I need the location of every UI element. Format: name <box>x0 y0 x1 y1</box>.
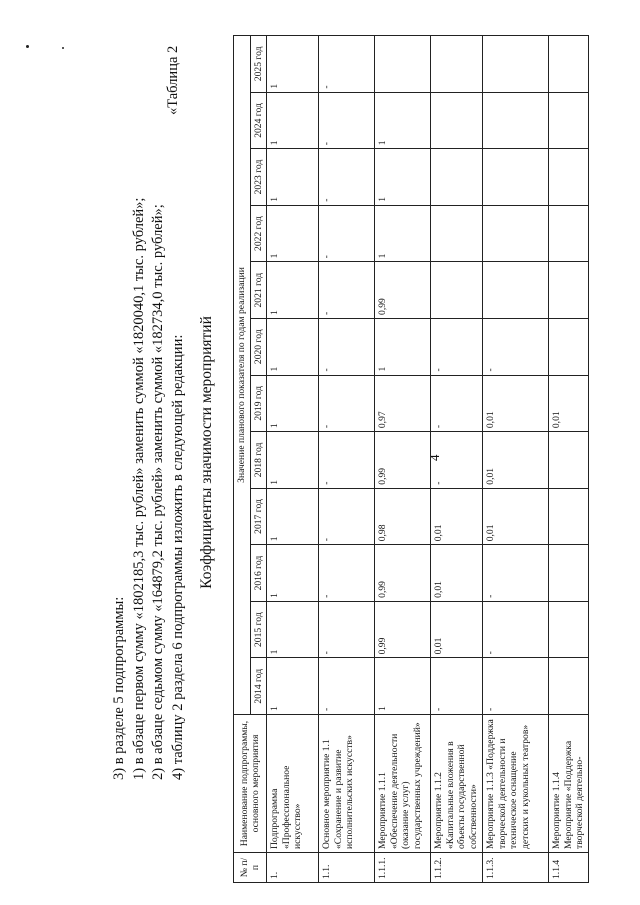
value-cell <box>549 545 589 602</box>
row-name: Основное мероприятие 1.1 «Сохранение и развитие исполнительских искусств» <box>319 715 375 853</box>
value-cell: - <box>319 658 375 715</box>
value-cell: - <box>431 658 483 715</box>
value-cell: - <box>431 318 483 375</box>
year-header: 2015 год <box>250 601 267 658</box>
year-header: 2017 год <box>250 488 267 545</box>
row-number: 1.1.2. <box>431 853 483 883</box>
value-cell <box>549 92 589 149</box>
value-cell: - <box>431 375 483 432</box>
page-number: 4 <box>427 454 442 461</box>
value-cell <box>549 488 589 545</box>
amendment-text <box>110 198 188 780</box>
year-header: 2023 год <box>250 149 267 206</box>
value-cell <box>549 318 589 375</box>
year-header: 2021 год <box>250 262 267 319</box>
year-header: 2014 год <box>250 658 267 715</box>
row-name: Мероприятие 1.1.1 «Обеспечение деятельности (оказание услуг) государственных учреждений» <box>375 715 431 853</box>
value-cell <box>431 36 483 93</box>
year-header: 2024 год <box>250 92 267 149</box>
amendment-line: 4) таблицу 2 раздела 6 подпрограммы изложить в следующей редакции: <box>169 334 186 780</box>
row-number: 1.1. <box>319 853 375 883</box>
value-cell: 0,01 <box>431 488 483 545</box>
value-cell <box>483 262 549 319</box>
header-row <box>234 36 251 883</box>
year-header: 2016 год <box>250 545 267 602</box>
value-cell: 1 <box>267 432 319 489</box>
value-cell: 0,01 <box>483 488 549 545</box>
value-cell: 0,01 <box>431 545 483 602</box>
value-cell <box>431 205 483 262</box>
value-cell: - <box>319 92 375 149</box>
value-cell: 1 <box>375 92 431 149</box>
value-cell: 0,99 <box>375 601 431 658</box>
value-cell <box>431 262 483 319</box>
value-cell <box>483 205 549 262</box>
table-row <box>267 36 319 883</box>
value-cell <box>549 205 589 262</box>
value-cell: 0,99 <box>375 545 431 602</box>
value-cell <box>549 262 589 319</box>
coefficients-table <box>233 35 589 883</box>
value-cell: - <box>319 432 375 489</box>
value-cell: - <box>319 36 375 93</box>
value-cell <box>483 149 549 206</box>
year-header: 2025 год <box>250 36 267 93</box>
row-number: 1. <box>267 853 319 883</box>
value-cell: - <box>319 262 375 319</box>
table-title: Коэффициенты значимости мероприятий <box>198 316 215 589</box>
value-cell: 1 <box>267 205 319 262</box>
year-header: 2019 год <box>250 375 267 432</box>
value-cell: - <box>319 375 375 432</box>
amendment-line: 1) в абзаце первом сумму «1802185,3 тыс. рублей» заменить суммой «1820040,1 тыс. рублей»; <box>130 197 147 780</box>
table-row <box>431 36 483 883</box>
value-cell: - <box>319 205 375 262</box>
value-cell: - <box>319 545 375 602</box>
header-num: № п/п <box>234 853 267 883</box>
header-name: Наименование подпрограммы, основного мероприятия <box>234 715 267 853</box>
value-cell <box>483 36 549 93</box>
year-header: 2022 год <box>250 205 267 262</box>
value-cell: 1 <box>267 545 319 602</box>
row-name: Мероприятие 1.1.2 «Капитальные вложения в объекты государственной собственности» <box>431 715 483 853</box>
row-number: 1.1.3. <box>483 853 549 883</box>
table-row <box>319 36 375 883</box>
header-group: Значение планового показателя по годам реализации <box>234 36 251 715</box>
row-name: Мероприятие 1.1.3 «Поддержка творческой деятельности и техническое оснащение детских и кукольных театров» <box>483 715 549 853</box>
value-cell: 0,99 <box>375 262 431 319</box>
value-cell <box>431 92 483 149</box>
value-cell: 0,99 <box>375 432 431 489</box>
value-cell <box>549 432 589 489</box>
table-label: «Таблица 2 <box>165 45 181 115</box>
value-cell <box>375 36 431 93</box>
row-number: 1.1.1. <box>375 853 431 883</box>
table-row <box>549 36 589 883</box>
row-name: Подпрограмма «Профессиональное искусство» <box>267 715 319 853</box>
value-cell: 1 <box>267 318 319 375</box>
value-cell: 1 <box>375 318 431 375</box>
year-header: 2020 год <box>250 318 267 375</box>
value-cell: 1 <box>267 36 319 93</box>
value-cell: 0,01 <box>549 375 589 432</box>
value-cell <box>549 658 589 715</box>
row-name: Мероприятие 1.1.4 Мероприятие «Поддержка творческой деятельно- <box>549 715 589 853</box>
value-cell: - <box>483 658 549 715</box>
value-cell <box>431 149 483 206</box>
value-cell: 0,01 <box>483 432 549 489</box>
value-cell: - <box>431 432 483 489</box>
value-cell <box>549 36 589 93</box>
value-cell: - <box>319 149 375 206</box>
value-cell: 1 <box>375 149 431 206</box>
value-cell: 1 <box>267 375 319 432</box>
value-cell: 1 <box>267 658 319 715</box>
table-row <box>375 36 431 883</box>
table-row <box>483 36 549 883</box>
value-cell: 1 <box>267 488 319 545</box>
value-cell: 0,97 <box>375 375 431 432</box>
value-cell: 0,01 <box>483 375 549 432</box>
year-header: 2018 год <box>250 432 267 489</box>
value-cell: - <box>483 545 549 602</box>
value-cell: 1 <box>375 658 431 715</box>
value-cell: 0,01 <box>431 601 483 658</box>
value-cell: 1 <box>267 149 319 206</box>
value-cell: 1 <box>375 205 431 262</box>
value-cell <box>483 92 549 149</box>
row-number: 1.1.4 <box>549 853 589 883</box>
value-cell: 0,98 <box>375 488 431 545</box>
value-cell: - <box>483 601 549 658</box>
amendment-line: 3) в разделе 5 подпрограммы: <box>111 596 127 780</box>
value-cell <box>549 601 589 658</box>
value-cell: 1 <box>267 601 319 658</box>
value-cell: - <box>319 601 375 658</box>
amendment-line: 2) в абзаце седьмом сумму «164879,2 тыс. рублей» заменить суммой «182734,0 тыс. рублей»; <box>150 204 166 780</box>
value-cell: - <box>319 318 375 375</box>
value-cell: 1 <box>267 92 319 149</box>
value-cell: - <box>483 318 549 375</box>
value-cell: - <box>319 488 375 545</box>
value-cell: 1 <box>267 262 319 319</box>
value-cell <box>549 149 589 206</box>
